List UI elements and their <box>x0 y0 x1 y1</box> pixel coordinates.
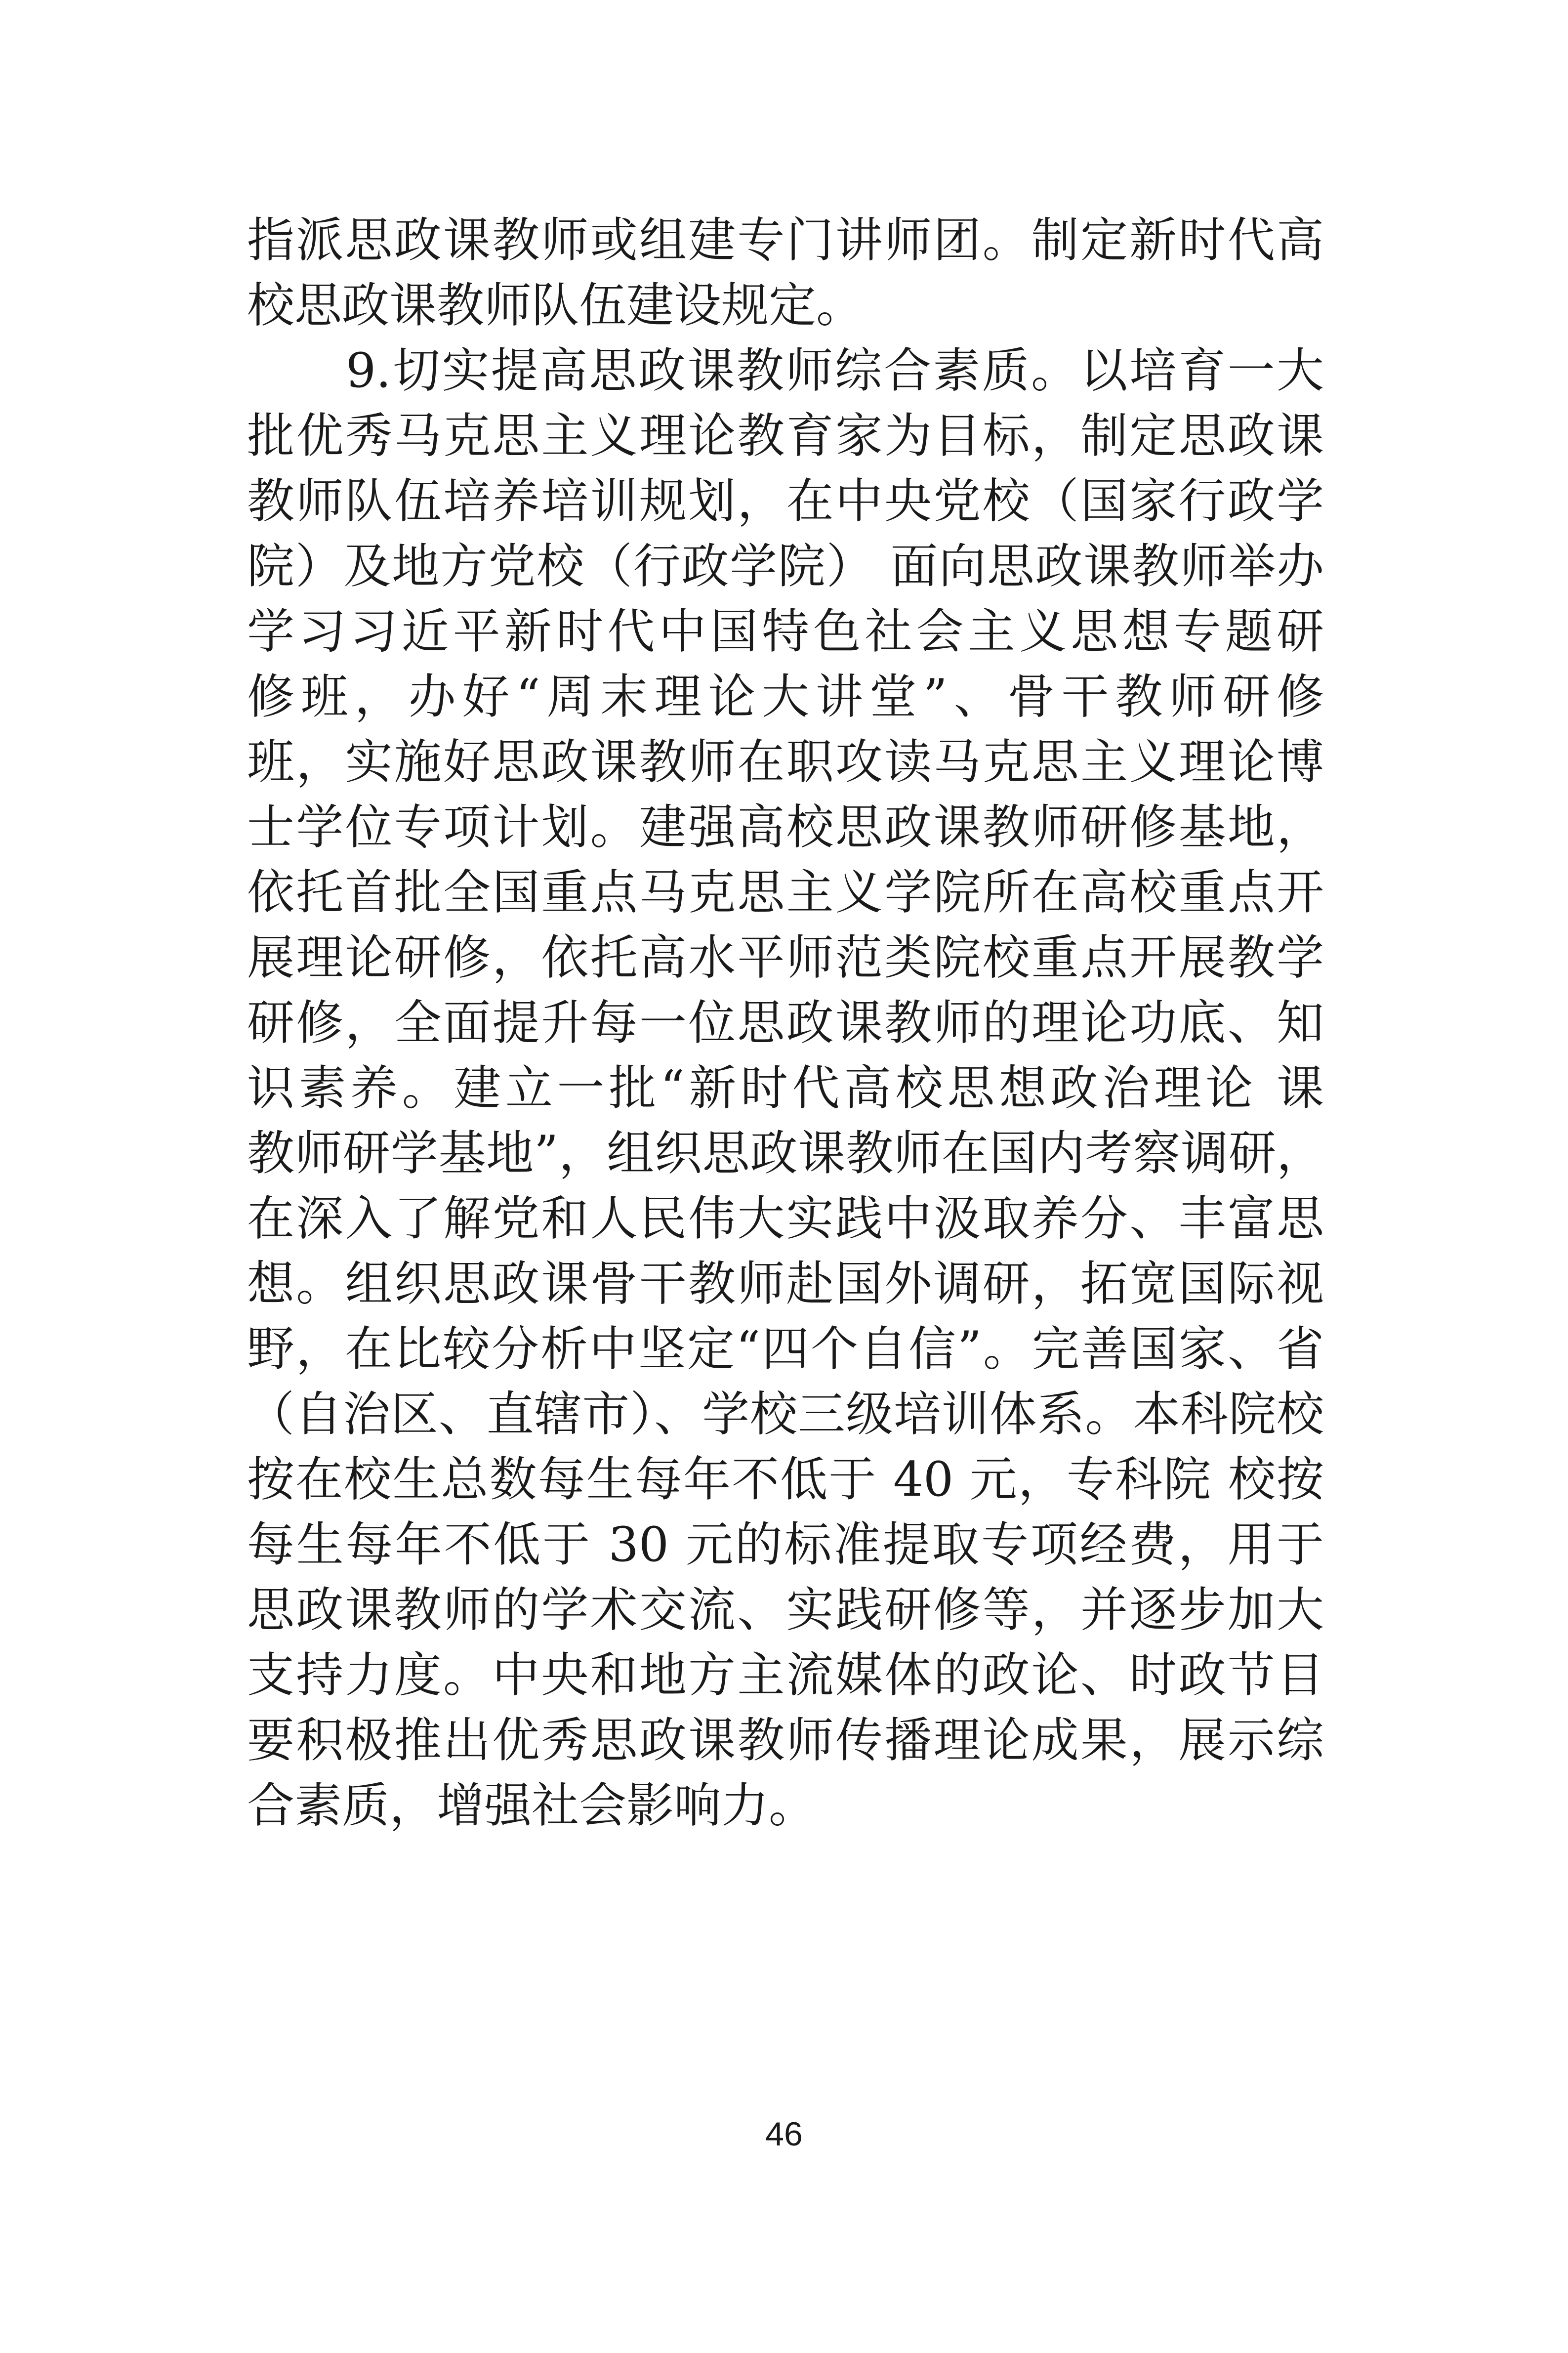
text-line: 支持力度。中央和地方主流媒体的政论、时政节目 <box>247 1647 1324 1703</box>
text-line: 指派思政课教师或组建专门讲师团。制定新时代高 <box>247 212 1324 268</box>
text-line: 要积极推出优秀思政课教师传播理论成果，展示综 <box>247 1713 1324 1768</box>
page-number: 46 <box>765 2115 803 2153</box>
text-line: 在深入了解党和人民伟大实践中汲取养分、丰富思 <box>247 1191 1324 1246</box>
text-line: 院）及地方党校（行政学院） 面向思政课教师举办 <box>247 539 1324 594</box>
text-line: 依托首批全国重点马克思主义学院所在高校重点开 <box>247 865 1324 920</box>
text-line: 校思政课教师队伍建设规定。 <box>247 278 864 333</box>
text-line: 按在校生总数每生每年不低于 40 元，专科院 校按 <box>247 1452 1324 1507</box>
text-line: 展理论研修，依托高水平师范类院校重点开展教学 <box>247 930 1324 985</box>
text-line: 教师队伍培养培训规划，在中央党校（国家行政学 <box>247 473 1324 529</box>
text-line: 合素质，增强社会影响力。 <box>247 1778 816 1833</box>
text-line: 批优秀马克思主义理论教育家为目标，制定思政课 <box>247 408 1324 463</box>
text-line: 野，在比较分析中坚定“四个自信”。完善国家、省 <box>247 1321 1324 1377</box>
body-text <box>247 208 1324 1838</box>
text-line: （自治区、直辖市）、学校三级培训体系。本科院校 <box>247 1387 1324 1442</box>
text-line: 学习习近平新时代中国特色社会主义思想专题研 <box>247 604 1324 659</box>
text-line: 士学位专项计划。建强高校思政课教师研修基地， <box>247 799 1324 855</box>
text-line: 9.切实提高思政课教师综合素质。以培育一大 <box>346 343 1324 398</box>
text-line: 修班，办好“周末理论大讲堂”、骨干教师研修 <box>247 669 1324 724</box>
text-line: 每生每年不低于 30 元的标准提取专项经费，用于 <box>247 1517 1324 1572</box>
text-line: 识素养。建立一批“新时代高校思想政治理论 课 <box>247 1060 1324 1116</box>
text-line: 研修，全面提升每一位思政课教师的理论功底、知 <box>247 995 1324 1050</box>
text-line: 思政课教师的学术交流、实践研修等，并逐步加大 <box>247 1582 1324 1638</box>
text-line: 想。组织思政课骨干教师赴国外调研，拓宽国际视 <box>247 1256 1324 1311</box>
text-line: 教师研学基地”，组织思政课教师在国内考察调研， <box>247 1126 1324 1181</box>
text-line: 班，实施好思政课教师在职攻读马克思主义理论博 <box>247 734 1324 790</box>
